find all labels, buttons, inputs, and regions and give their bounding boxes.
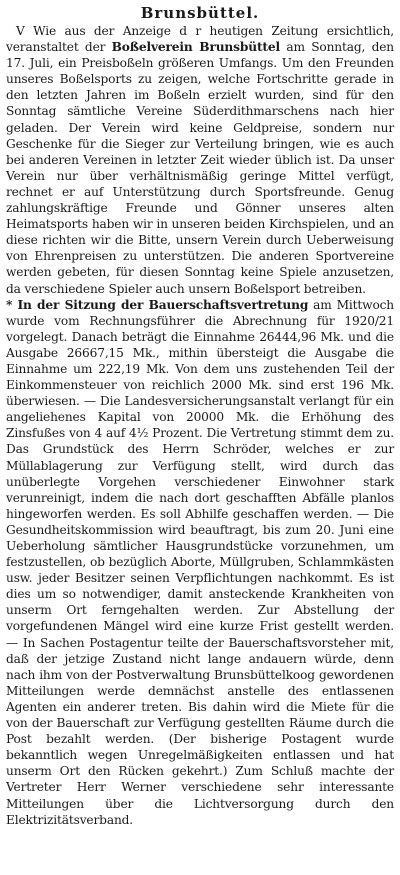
paragraph-bauerschaft — [6, 297, 394, 828]
paragraph-boesselverein — [6, 23, 394, 297]
section-heading-sitzung: * In der Sitzung der Bauerschaftsvertretung — [6, 297, 309, 312]
club-name: Boßelverein Brunsbüttel — [111, 40, 280, 55]
paragraph-2-text: am Mittwoch wurde vom Rechnungsführer die Abrechnung für 1920/21 vorgelegt. Danach beträgt die Einnahme 26444,96 Mk. und die Ausgabe 26667,15 Mk., mithin übersteigt die Ausgabe die Einnahme um 222,19 Mk. Von dem uns zustehenden Teil der Einkommensteuer von reichlich 2000 Mk. sind erst 196 Mk. überwiesen. — Die Landesversicherungsanstalt verlangt für ein angeliehenes Kapital von 20000 Mk. die Erhöhung des Zinsfußes von 4 auf 4½ Prozent. Die Vertretung stimmt dem zu. Das Grundstück des Herrn Schröder, welches er zur Müllablagerung zur Verfügung stellt, wird durch das unüberlegte Vorgehen verschiedener Einwohner stark verunreinigt, indem die nach dort geschafften Abfälle planlos hingeworfen werden. Es soll Abhilfe geschaffen werden. — Die Gesundheitskommission wird beauftragt, bis zum 20. Juni eine Ueberholung sämtlicher Hausgrundstücke vorzunehmen, um festzustellen, ob bezüglich Aborte, Müllgruben, Schlammkästen usw. jeder Besitzer seinen Verpflichtungen nachkommt. Es ist dies um so notwendiger, damit ansteckende Krankheiten von unserm Ort ferngehalten werden. Zur Abstellung der vorgefundenen Mängel wird eine kurze Frist gestellt werden. — In Sachen Postagentur teilte der Bauerschaftsvorsteher mit, daß der jetzige Zustand nicht lange andauern würde, denn nach ihm von der Postverwaltung Brunsbüttelkoog gewordenen Mitteilungen werde demnächst anstelle des entlassenen Agenten ein anderer treten. Bis dahin wird die Miete für die von der Bauerschaft zur Verfügung gestellten Räume durch die Post bezahlt werden. (Der bisherige Postagent wurde bekanntlich wegen Unregelmäßigkeiten entlassen und hat unserm Ort den Rücken gekehrt.) Zum Schluß machte der Vertreter Herr Werner verschiedene sehr interessante Mitteilungen über die Lichtversorgung durch den Elektrizitätsverband. — [6, 297, 395, 827]
paragraph-1-text-b: am Sonntag, den 17. Juli, ein Preisboßeln größeren Umfangs. Um den Freunden unseres Boßelsports zu zeigen, welche Fortschritte gerade in den letzten Jahren im Boßeln erzielt wurden, sind für den Sonntag sämtliche Vereine Süderdithmarschens nach hier geladen. Der Verein wird keine Geldpreise, sondern nur Geschenke für die Sieger zur Verteilung bringen, wie es auch bei anderen Vereinen in letzter Zeit wieder üblich ist. Da unser Verein nur über verhältnismäßig geringe Mittel verfügt, rechnet er auf Unterstützung durch Sportsfreunde. Genug zahlungskräftige Freunde und Gönner unseres alten Heimatsports haben wir in unseren beiden Kirchspielen, und an diese richten wir die Bitte, unsern Verein durch Ueberweisung von Ehrenpreisen zu unterstützen. Die anderen Sportvereine werden gebeten, für diesen Sonntag keine Spiele anzusetzen, da verschiedene Spieler auch unsern Boßelsport betreiben. — [6, 40, 394, 296]
paragraph-1-text-a: V Wie aus der Anzeige d r heutigen Zeitung ersichtlich, veranstaltet der — [6, 24, 394, 55]
article-title: Brunsbüttel. — [140, 4, 260, 22]
